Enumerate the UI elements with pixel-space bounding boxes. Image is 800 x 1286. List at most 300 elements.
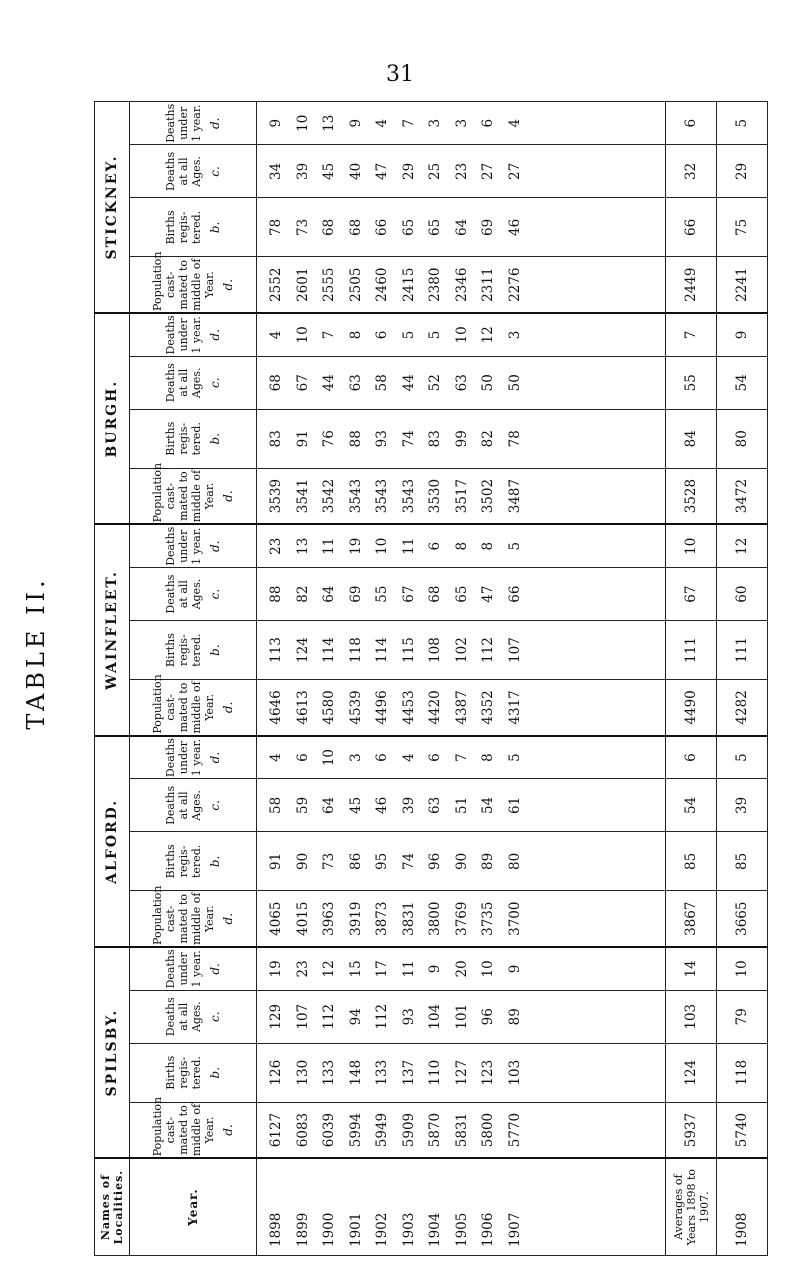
- data-value: 2346: [453, 267, 470, 302]
- data-value: 91: [294, 430, 311, 448]
- data-value: 27: [480, 162, 496, 181]
- data-value: 3963: [321, 901, 337, 936]
- data-value: 5770: [506, 1112, 523, 1148]
- data-value: 2311: [480, 267, 496, 302]
- infant-deaths-header: [130, 524, 257, 567]
- data-value: 11: [400, 960, 417, 978]
- data-value: 108: [427, 637, 443, 663]
- column-unit: b.: [208, 433, 222, 445]
- infant-deaths-header: [130, 313, 257, 356]
- data-value: 89: [480, 852, 496, 870]
- data-value: 3542: [321, 478, 337, 514]
- data-column: [257, 356, 666, 409]
- data-value: 2555: [321, 267, 337, 302]
- data-value: 59: [294, 796, 311, 814]
- average-value: 7: [666, 313, 717, 356]
- data-value: 47: [374, 162, 390, 181]
- year-1908-value: 75: [717, 198, 768, 257]
- data-value: 74: [400, 852, 417, 870]
- average-value: 32: [666, 145, 717, 198]
- population-header: [130, 1096, 257, 1158]
- data-column: [257, 621, 666, 680]
- data-value: 4: [268, 753, 284, 762]
- data-value: 67: [400, 585, 417, 603]
- births-header: [130, 832, 257, 891]
- data-value: 61: [506, 796, 523, 814]
- data-column: [257, 779, 666, 832]
- data-value: 17: [374, 960, 390, 978]
- data-value: 2415: [400, 267, 417, 302]
- year-1908-value: 5740: [717, 1102, 768, 1158]
- data-value: 88: [347, 430, 364, 448]
- column-unit: d.: [208, 540, 222, 552]
- data-value: 12: [480, 326, 496, 344]
- data-value: 3543: [347, 478, 364, 514]
- data-value: 88: [268, 585, 284, 603]
- average-value: 6: [666, 736, 717, 779]
- data-value: 4387: [453, 690, 470, 725]
- data-value: 20: [453, 960, 470, 978]
- column-header-row: [130, 102, 257, 1256]
- average-value: 67: [666, 568, 717, 621]
- births-header: [130, 621, 257, 680]
- data-value: 4496: [374, 690, 390, 725]
- data-value: 118: [347, 637, 364, 663]
- vital-statistics-table: [94, 101, 768, 1256]
- data-value: 4580: [321, 690, 337, 725]
- column-label: Population cast-mated to middle of Year.: [151, 462, 216, 523]
- deaths-header: [130, 568, 257, 621]
- data-value: 10: [294, 326, 311, 344]
- data-value: 23: [453, 162, 470, 181]
- year-1908-value: 3472: [717, 468, 768, 524]
- data-value: 7: [453, 753, 470, 762]
- data-value: 44: [321, 374, 337, 392]
- data-value: 104: [427, 1003, 443, 1030]
- data-value: 5: [506, 753, 523, 762]
- data-value: 127: [453, 1059, 470, 1086]
- data-value: 3: [427, 118, 443, 128]
- data-value: 96: [480, 1008, 496, 1026]
- column-label: Deaths under 1 year.: [164, 738, 203, 778]
- data-value: 52: [427, 374, 443, 392]
- data-value: 68: [427, 585, 443, 603]
- locality-name-wainfleet: WAINFLEET.: [95, 524, 130, 735]
- data-value: 93: [400, 1008, 417, 1026]
- data-value: 63: [347, 374, 364, 392]
- infant-deaths-header: [130, 736, 257, 779]
- data-column: [257, 145, 666, 198]
- column-label: Births regis-tered.: [164, 210, 203, 245]
- data-value: 6127: [268, 1112, 284, 1148]
- data-value: 3502: [480, 478, 496, 514]
- data-value: 12: [321, 960, 337, 978]
- data-value: 2460: [374, 267, 390, 302]
- data-value: 137: [400, 1059, 417, 1086]
- year-1908-value: 12: [717, 524, 768, 567]
- column-unit: b.: [208, 221, 222, 234]
- births-header: [130, 198, 257, 257]
- page-number: 31: [386, 62, 414, 87]
- data-column: [257, 1043, 666, 1102]
- column-unit: d.: [208, 963, 222, 975]
- data-value: 8: [347, 330, 364, 340]
- data-value: 19: [347, 537, 364, 555]
- data-value: 9: [268, 118, 284, 128]
- data-value: 5800: [480, 1112, 496, 1148]
- average-value: 3867: [666, 891, 717, 947]
- data-value: 64: [321, 585, 337, 603]
- data-value: 13: [321, 114, 337, 132]
- column-label: Population cast-mated to middle of Year.: [151, 885, 216, 945]
- data-value: 39: [400, 796, 417, 814]
- year-1908-value: 10: [717, 947, 768, 990]
- year-label: 1900: [321, 1212, 337, 1247]
- data-value: 90: [453, 852, 470, 870]
- data-value: 113: [268, 637, 284, 663]
- data-value: 4: [400, 753, 417, 762]
- year-label: 1904: [427, 1212, 443, 1247]
- locality-name-burgh: BURGH.: [95, 313, 130, 524]
- column-label: Deaths at all Ages.: [164, 363, 203, 403]
- data-value: 50: [506, 374, 523, 392]
- data-value: 69: [347, 585, 364, 603]
- births-header: [130, 409, 257, 468]
- data-value: 123: [480, 1059, 496, 1086]
- average-value: 84: [666, 409, 717, 468]
- data-value: 5: [427, 330, 443, 340]
- data-value: 10: [374, 537, 390, 555]
- data-value: 64: [453, 218, 470, 236]
- data-value: 6: [294, 753, 311, 762]
- data-value: 130: [294, 1059, 311, 1086]
- data-value: 40: [347, 162, 364, 181]
- data-value: 3700: [506, 901, 523, 936]
- year-1908-value: 54: [717, 356, 768, 409]
- statistics-table-container: [94, 101, 768, 1256]
- column-unit: d.: [208, 329, 222, 341]
- data-value: 115: [400, 637, 417, 663]
- data-value: 82: [294, 585, 311, 603]
- column-label: Population cast-mated to middle of Year.: [151, 251, 216, 311]
- data-value: 23: [294, 960, 311, 978]
- data-value: 66: [506, 585, 523, 603]
- data-value: 55: [374, 585, 390, 603]
- data-value: 114: [321, 637, 337, 663]
- year-1908-value: 5: [717, 736, 768, 779]
- year-1908-value: 4282: [717, 680, 768, 736]
- population-header: [130, 462, 257, 524]
- population-header: [130, 251, 257, 313]
- column-label: Deaths under 1 year.: [164, 949, 203, 989]
- year-1908-value: 60: [717, 568, 768, 621]
- average-value: 103: [666, 990, 717, 1043]
- column-unit: d.: [221, 490, 235, 502]
- data-column: [257, 1102, 666, 1158]
- average-value: 2449: [666, 257, 717, 313]
- data-value: 4: [506, 118, 523, 128]
- data-value: 3539: [268, 478, 284, 514]
- data-value: 148: [347, 1059, 364, 1086]
- names-of-localities-header: Names of Localities.: [95, 1158, 130, 1255]
- data-value: 63: [427, 796, 443, 814]
- data-value: 129: [268, 1003, 284, 1030]
- year-1908-value: 85: [717, 832, 768, 891]
- data-value: 2505: [347, 267, 364, 302]
- column-unit: b.: [208, 1066, 222, 1079]
- data-column: [257, 313, 666, 356]
- data-column: [257, 524, 666, 567]
- data-value: 65: [453, 585, 470, 603]
- data-value: 3800: [427, 901, 443, 936]
- year-label: 1906: [480, 1212, 496, 1247]
- data-value: 10: [294, 114, 311, 132]
- average-value: 6: [666, 102, 717, 146]
- data-value: 94: [347, 1008, 364, 1026]
- data-value: 2276: [506, 267, 523, 302]
- average-value: 4490: [666, 680, 717, 736]
- column-label: Deaths under 1 year.: [164, 315, 203, 355]
- year-label: 1905: [453, 1212, 470, 1247]
- data-value: 29: [400, 162, 417, 181]
- data-value: 54: [480, 796, 496, 814]
- data-value: 3530: [427, 478, 443, 514]
- data-value: 13: [294, 537, 311, 555]
- data-value: 3543: [400, 478, 417, 514]
- year-label: 1907: [506, 1212, 523, 1247]
- deaths-header: [130, 356, 257, 409]
- column-unit: c.: [208, 588, 222, 600]
- data-value: 102: [453, 637, 470, 663]
- data-value: 8: [480, 541, 496, 551]
- data-value: 86: [347, 852, 364, 870]
- deaths-header: [130, 779, 257, 832]
- column-label: Births regis-tered.: [164, 1055, 203, 1090]
- data-value: 19: [268, 960, 284, 978]
- data-value: 83: [268, 430, 284, 448]
- data-value: 2552: [268, 267, 284, 302]
- data-value: 3: [453, 118, 470, 128]
- deaths-header: [130, 990, 257, 1043]
- average-value: 5937: [666, 1102, 717, 1158]
- data-value: 78: [506, 430, 523, 448]
- data-value: 124: [294, 637, 311, 663]
- column-label: Deaths at all Ages.: [164, 997, 203, 1037]
- data-value: 8: [453, 541, 470, 551]
- data-value: 93: [374, 430, 390, 448]
- data-column: [257, 990, 666, 1043]
- years-column: [257, 1158, 666, 1255]
- data-value: 25: [427, 162, 443, 181]
- data-value: 6: [427, 541, 443, 551]
- column-label: Deaths under 1 year.: [164, 103, 203, 143]
- data-value: 3487: [506, 478, 523, 514]
- data-value: 6039: [321, 1112, 337, 1148]
- data-value: 10: [321, 748, 337, 767]
- column-label: Births regis-tered.: [164, 844, 203, 879]
- year-1908-value: 3665: [717, 891, 768, 947]
- year-label: 1903: [400, 1212, 417, 1247]
- data-value: 68: [347, 218, 364, 236]
- data-value: 110: [427, 1059, 443, 1086]
- column-label: Births regis-tered.: [164, 633, 203, 668]
- column-label: Population cast-mated to middle of Year.: [151, 1096, 216, 1157]
- data-value: 58: [268, 796, 284, 814]
- column-unit: d.: [208, 117, 222, 129]
- data-value: 4317: [506, 690, 523, 725]
- data-column: [257, 409, 666, 468]
- column-label: Population cast-mated to middle of Year.: [151, 674, 216, 734]
- year-1908-value: 2241: [717, 257, 768, 313]
- data-value: 7: [321, 330, 337, 340]
- data-value: 4646: [268, 690, 284, 725]
- locality-header-row: [95, 102, 130, 1256]
- data-value: 73: [321, 852, 337, 870]
- data-value: 68: [268, 374, 284, 392]
- average-value: 14: [666, 947, 717, 990]
- data-value: 114: [374, 637, 390, 663]
- year-1908-label: 1908: [717, 1158, 768, 1255]
- data-column: [257, 891, 666, 947]
- data-value: 4352: [480, 690, 496, 725]
- data-value: 45: [347, 796, 364, 814]
- data-value: 7: [400, 118, 417, 128]
- data-value: 65: [400, 218, 417, 236]
- data-value: 96: [427, 852, 443, 870]
- column-unit: b.: [208, 644, 222, 656]
- data-value: 2380: [427, 267, 443, 302]
- year-1908-value: 79: [717, 990, 768, 1043]
- average-value: 55: [666, 356, 717, 409]
- data-value: 4613: [294, 690, 311, 725]
- data-value: 103: [506, 1059, 523, 1086]
- data-value: 112: [374, 1003, 390, 1030]
- data-value: 4: [374, 118, 390, 128]
- population-header: [130, 674, 257, 736]
- population-header: [130, 885, 257, 947]
- data-value: 6: [374, 753, 390, 762]
- data-value: 34: [268, 162, 284, 181]
- data-value: 107: [294, 1003, 311, 1030]
- data-value: 3: [506, 330, 523, 340]
- data-value: 4015: [294, 901, 311, 936]
- column-label: Births regis-tered.: [164, 421, 203, 456]
- year-1908-row: [717, 102, 768, 1256]
- data-value: 3: [347, 753, 364, 762]
- data-value: 107: [506, 637, 523, 663]
- data-value: 89: [506, 1008, 523, 1026]
- table-title: [14, 0, 58, 1286]
- column-label: Deaths at all Ages.: [164, 151, 203, 191]
- data-value: 63: [453, 374, 470, 392]
- table-title-text: TABLE II.: [22, 576, 50, 730]
- data-value: 3517: [453, 478, 470, 514]
- averages-row: [666, 102, 717, 1256]
- locality-name-spilsby: SPILSBY.: [95, 947, 130, 1158]
- data-value: 6083: [294, 1112, 311, 1148]
- data-value: 15: [347, 960, 364, 978]
- data-value: 126: [268, 1059, 284, 1086]
- data-column: [257, 257, 666, 313]
- data-value: 23: [268, 537, 284, 555]
- data-value: 76: [321, 430, 337, 448]
- data-value: 46: [374, 796, 390, 814]
- average-value: 124: [666, 1043, 717, 1102]
- data-column: [257, 736, 666, 779]
- column-unit: d.: [221, 1124, 235, 1136]
- data-value: 10: [480, 960, 496, 978]
- data-column: [257, 568, 666, 621]
- data-value: 4539: [347, 690, 364, 725]
- data-value: 67: [294, 374, 311, 392]
- deaths-header: [130, 145, 257, 198]
- year-1908-value: 80: [717, 409, 768, 468]
- data-value: 68: [321, 218, 337, 236]
- data-value: 82: [480, 430, 496, 448]
- data-value: 45: [321, 162, 337, 181]
- year-1908-value: 39: [717, 779, 768, 832]
- data-value: 90: [294, 852, 311, 870]
- data-value: 11: [400, 537, 417, 555]
- yearly-data-row: [257, 102, 666, 1256]
- data-value: 58: [374, 374, 390, 392]
- data-value: 69: [480, 218, 496, 236]
- column-label: Deaths under 1 year.: [164, 526, 203, 566]
- data-value: 65: [427, 218, 443, 236]
- data-value: 3735: [480, 901, 496, 936]
- data-value: 3919: [347, 901, 364, 936]
- data-value: 51: [453, 796, 470, 814]
- column-unit: d.: [221, 278, 235, 291]
- data-value: 99: [453, 430, 470, 448]
- year-label: 1899: [294, 1212, 311, 1247]
- average-value: 111: [666, 621, 717, 680]
- data-value: 27: [506, 162, 523, 181]
- data-value: 3873: [374, 901, 390, 936]
- average-value: 54: [666, 779, 717, 832]
- data-value: 95: [374, 852, 390, 870]
- column-unit: c.: [208, 377, 222, 389]
- average-value: 10: [666, 524, 717, 567]
- data-value: 50: [480, 374, 496, 392]
- year-header: Year.: [130, 1158, 257, 1255]
- data-value: 133: [321, 1059, 337, 1086]
- data-value: 73: [294, 218, 311, 236]
- data-column: [257, 468, 666, 524]
- data-column: [257, 832, 666, 891]
- data-value: 39: [294, 162, 311, 181]
- data-value: 112: [480, 637, 496, 663]
- data-value: 2601: [294, 267, 311, 302]
- data-value: 101: [453, 1003, 470, 1030]
- column-unit: b.: [208, 855, 222, 868]
- data-column: [257, 198, 666, 257]
- data-value: 4: [268, 330, 284, 340]
- data-value: 5: [506, 541, 523, 551]
- year-label: 1902: [374, 1212, 390, 1247]
- data-column: [257, 680, 666, 736]
- locality-name-alford: ALFORD.: [95, 736, 130, 947]
- column-unit: c.: [208, 800, 222, 811]
- data-value: 6: [374, 330, 390, 340]
- data-value: 5909: [400, 1112, 417, 1148]
- locality-name-stickney: STICKNEY.: [95, 102, 130, 313]
- data-value: 5: [400, 330, 417, 340]
- data-value: 6: [427, 753, 443, 762]
- infant-deaths-header: [130, 102, 257, 146]
- averages-label: Averages of Years 1898 to 1907.: [666, 1158, 717, 1255]
- births-header: [130, 1043, 257, 1102]
